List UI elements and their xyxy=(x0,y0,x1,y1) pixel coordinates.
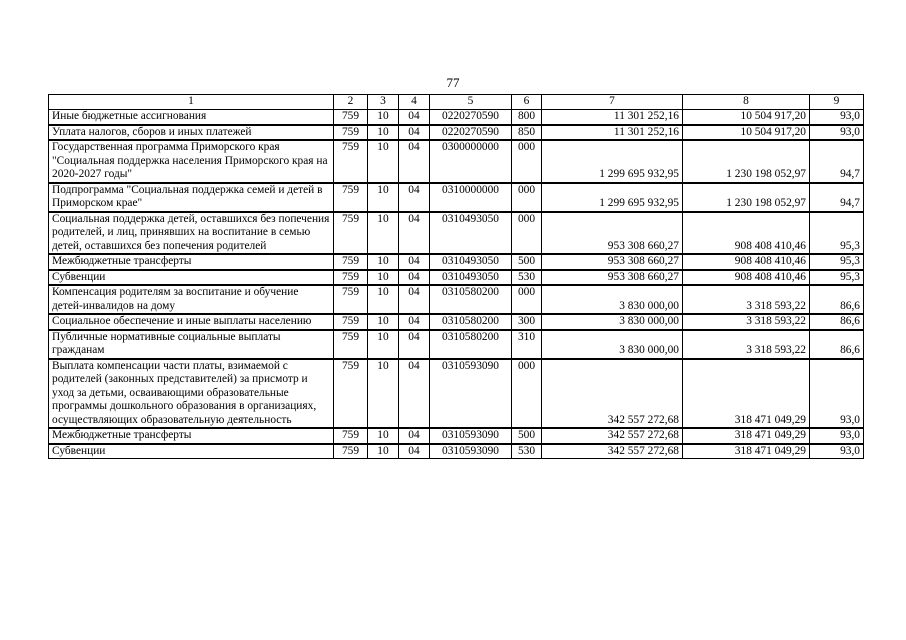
col-9-percent: 86,6 xyxy=(810,314,864,330)
col-3-code: 10 xyxy=(368,270,399,286)
row-name: Межбюджетные трансферты xyxy=(49,254,334,270)
col-6-code: 800 xyxy=(512,110,542,125)
col-9-percent: 86,6 xyxy=(810,330,864,359)
header-cell: 4 xyxy=(399,95,430,110)
col-9-percent: 93,0 xyxy=(810,359,864,429)
col-6-code: 000 xyxy=(512,285,542,314)
col-8-amount: 3 318 593,22 xyxy=(683,285,810,314)
table-row xyxy=(49,183,864,212)
col-9-percent: 93,0 xyxy=(810,125,864,141)
col-4-code: 04 xyxy=(399,428,430,444)
col-8-amount: 1 230 198 052,97 xyxy=(683,183,810,212)
col-8-amount: 908 408 410,46 xyxy=(683,254,810,270)
col-4-code: 04 xyxy=(399,140,430,183)
row-name: Социальное обеспечение и иные выплаты населению xyxy=(49,314,334,330)
col-3-code: 10 xyxy=(368,125,399,141)
col-6-code: 000 xyxy=(512,183,542,212)
row-name: Межбюджетные трансферты xyxy=(49,428,334,444)
row-name: Выплата компенсации части платы, взимаемой с родителей (законных представителей) за присмотр и уход за детьми, осваивающими образовательные программы дошкольного образования в организациях, осуществляющих образовательную деятельность xyxy=(49,359,334,429)
col-5-code: 0310493050 xyxy=(430,212,512,255)
col-8-amount: 3 318 593,22 xyxy=(683,314,810,330)
col-6-code: 530 xyxy=(512,270,542,286)
table-row xyxy=(49,110,864,125)
col-9-percent: 93,0 xyxy=(810,444,864,459)
col-5-code: 0310493050 xyxy=(430,254,512,270)
col-7-amount: 342 557 272,68 xyxy=(542,444,683,459)
table-row xyxy=(49,359,864,429)
row-name: Социальная поддержка детей, оставшихся без попечения родителей, и лиц, принявших на воспитание в семью детей, оставшихся без попечения родителей xyxy=(49,212,334,255)
col-9-percent: 86,6 xyxy=(810,285,864,314)
table-row xyxy=(49,314,864,330)
header-cell: 9 xyxy=(810,95,864,110)
col-2-code: 759 xyxy=(334,444,368,459)
table-row xyxy=(49,270,864,286)
col-5-code: 0310593090 xyxy=(430,444,512,459)
col-5-code: 0310593090 xyxy=(430,428,512,444)
col-7-amount: 1 299 695 932,95 xyxy=(542,140,683,183)
col-5-code: 0300000000 xyxy=(430,140,512,183)
col-8-amount: 908 408 410,46 xyxy=(683,270,810,286)
col-6-code: 000 xyxy=(512,140,542,183)
row-name: Компенсация родителям за воспитание и обучение детей-инвалидов на дому xyxy=(49,285,334,314)
col-4-code: 04 xyxy=(399,212,430,255)
col-4-code: 04 xyxy=(399,330,430,359)
col-3-code: 10 xyxy=(368,254,399,270)
header-cell: 1 xyxy=(49,95,334,110)
col-2-code: 759 xyxy=(334,330,368,359)
col-8-amount: 318 471 049,29 xyxy=(683,444,810,459)
header-cell: 2 xyxy=(334,95,368,110)
col-3-code: 10 xyxy=(368,314,399,330)
table-row xyxy=(49,285,864,314)
table-row xyxy=(49,254,864,270)
col-7-amount: 1 299 695 932,95 xyxy=(542,183,683,212)
col-7-amount: 11 301 252,16 xyxy=(542,125,683,141)
col-2-code: 759 xyxy=(334,359,368,429)
col-7-amount: 11 301 252,16 xyxy=(542,110,683,125)
header-cell: 6 xyxy=(512,95,542,110)
col-8-amount: 10 504 917,20 xyxy=(683,110,810,125)
col-3-code: 10 xyxy=(368,110,399,125)
col-4-code: 04 xyxy=(399,270,430,286)
col-4-code: 04 xyxy=(399,110,430,125)
col-4-code: 04 xyxy=(399,183,430,212)
col-8-amount: 318 471 049,29 xyxy=(683,359,810,429)
col-6-code: 000 xyxy=(512,359,542,429)
col-7-amount: 3 830 000,00 xyxy=(542,314,683,330)
col-8-amount: 318 471 049,29 xyxy=(683,428,810,444)
row-name: Уплата налогов, сборов и иных платежей xyxy=(49,125,334,141)
col-2-code: 759 xyxy=(334,183,368,212)
col-9-percent: 93,0 xyxy=(810,428,864,444)
col-2-code: 759 xyxy=(334,212,368,255)
col-6-code: 500 xyxy=(512,428,542,444)
col-4-code: 04 xyxy=(399,444,430,459)
col-3-code: 10 xyxy=(368,359,399,429)
col-3-code: 10 xyxy=(368,140,399,183)
col-5-code: 0310000000 xyxy=(430,183,512,212)
page-number: 77 xyxy=(446,75,460,90)
col-2-code: 759 xyxy=(334,428,368,444)
header-cell: 5 xyxy=(430,95,512,110)
col-9-percent: 94,7 xyxy=(810,140,864,183)
row-name: Иные бюджетные ассигнования xyxy=(49,110,334,125)
col-5-code: 0310493050 xyxy=(430,270,512,286)
col-4-code: 04 xyxy=(399,285,430,314)
col-7-amount: 342 557 272,68 xyxy=(542,428,683,444)
col-6-code: 300 xyxy=(512,314,542,330)
header-cell: 7 xyxy=(542,95,683,110)
col-5-code: 0310580200 xyxy=(430,314,512,330)
col-9-percent: 95,3 xyxy=(810,212,864,255)
col-5-code: 0310580200 xyxy=(430,330,512,359)
row-name: Субвенции xyxy=(49,270,334,286)
col-2-code: 759 xyxy=(334,314,368,330)
col-8-amount: 1 230 198 052,97 xyxy=(683,140,810,183)
table-row xyxy=(49,125,864,141)
col-7-amount: 3 830 000,00 xyxy=(542,330,683,359)
header-cell: 3 xyxy=(368,95,399,110)
col-6-code: 000 xyxy=(512,212,542,255)
col-3-code: 10 xyxy=(368,285,399,314)
col-7-amount: 953 308 660,27 xyxy=(542,254,683,270)
col-9-percent: 94,7 xyxy=(810,183,864,212)
table-row xyxy=(49,444,864,459)
col-7-amount: 3 830 000,00 xyxy=(542,285,683,314)
col-8-amount: 908 408 410,46 xyxy=(683,212,810,255)
col-2-code: 759 xyxy=(334,125,368,141)
table-row xyxy=(49,330,864,359)
col-8-amount: 10 504 917,20 xyxy=(683,125,810,141)
col-4-code: 04 xyxy=(399,254,430,270)
col-9-percent: 95,3 xyxy=(810,270,864,286)
col-7-amount: 953 308 660,27 xyxy=(542,270,683,286)
col-5-code: 0220270590 xyxy=(430,125,512,141)
col-6-code: 310 xyxy=(512,330,542,359)
row-name: Публичные нормативные социальные выплаты гражданам xyxy=(49,330,334,359)
col-2-code: 759 xyxy=(334,110,368,125)
table-row xyxy=(49,428,864,444)
table-row xyxy=(49,212,864,255)
budget-table xyxy=(48,94,864,459)
col-6-code: 850 xyxy=(512,125,542,141)
table-row xyxy=(49,140,864,183)
col-3-code: 10 xyxy=(368,428,399,444)
header-cell: 8 xyxy=(683,95,810,110)
col-7-amount: 342 557 272,68 xyxy=(542,359,683,429)
col-9-percent: 93,0 xyxy=(810,110,864,125)
col-5-code: 0220270590 xyxy=(430,110,512,125)
col-8-amount: 3 318 593,22 xyxy=(683,330,810,359)
col-2-code: 759 xyxy=(334,285,368,314)
row-name: Подпрограмма "Социальная поддержка семей и детей в Приморском крае" xyxy=(49,183,334,212)
col-4-code: 04 xyxy=(399,314,430,330)
col-9-percent: 95,3 xyxy=(810,254,864,270)
col-2-code: 759 xyxy=(334,270,368,286)
col-7-amount: 953 308 660,27 xyxy=(542,212,683,255)
col-3-code: 10 xyxy=(368,330,399,359)
col-5-code: 0310580200 xyxy=(430,285,512,314)
col-4-code: 04 xyxy=(399,359,430,429)
col-3-code: 10 xyxy=(368,444,399,459)
col-2-code: 759 xyxy=(334,254,368,270)
col-6-code: 500 xyxy=(512,254,542,270)
col-2-code: 759 xyxy=(334,140,368,183)
row-name: Субвенции xyxy=(49,444,334,459)
col-4-code: 04 xyxy=(399,125,430,141)
col-3-code: 10 xyxy=(368,212,399,255)
col-5-code: 0310593090 xyxy=(430,359,512,429)
row-name: Государственная программа Приморского края "Социальная поддержка населения Приморского края на 2020-2027 годы" xyxy=(49,140,334,183)
col-6-code: 530 xyxy=(512,444,542,459)
col-3-code: 10 xyxy=(368,183,399,212)
header-row xyxy=(49,95,864,110)
